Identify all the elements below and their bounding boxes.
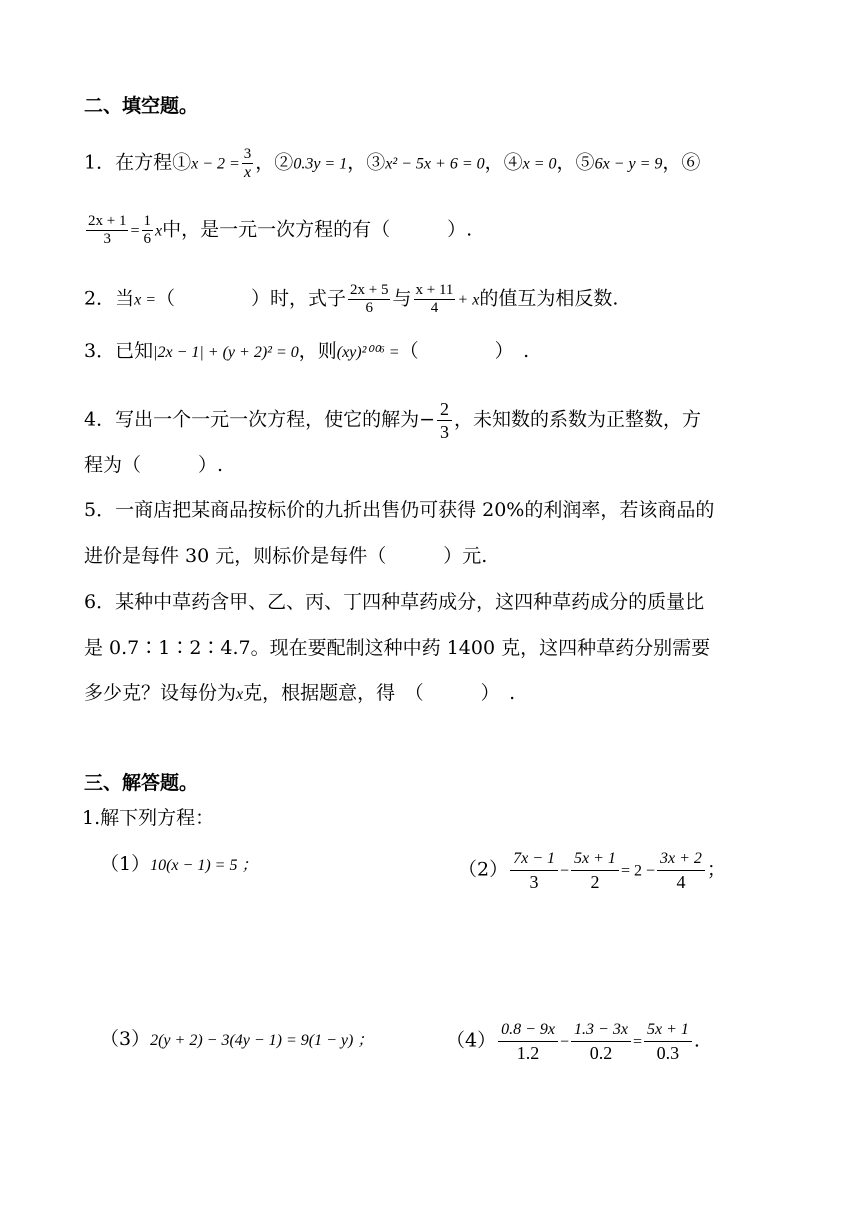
q1-comma-2: ，③ (347, 151, 386, 174)
problem-2-end: ； (706, 858, 726, 881)
problem-4-c-denominator: 0.3 (656, 1043, 680, 1063)
problem-1-equation: 10(x − 1) = 5 ； (150, 857, 258, 874)
problem-2-a-numerator: 7x − 1 (510, 848, 558, 871)
q2-suffix: 的值互为相反数. (479, 287, 619, 310)
question-6-line-1: 6．某种中草药含甲、乙、丙、丁四种草药成分，这四种草药成分的质量比 (84, 591, 705, 613)
problem-4-c-numerator: 5x + 1 (644, 1019, 692, 1042)
q1-suffix: 中，是一元一次方程的有（ ）. (162, 218, 473, 241)
problem-4-fraction-c (644, 1019, 692, 1064)
problem-1 (100, 852, 257, 878)
q6-line3-suffix: 克，根据题意，得 （ ） . (243, 682, 516, 704)
problem-3 (100, 1027, 373, 1053)
q1-comma-1: ，② (255, 151, 294, 174)
q1-eq1-fraction (242, 146, 254, 181)
q1-eq6-right-fraction (142, 213, 154, 248)
q6-line3-var: x (236, 686, 244, 703)
problem-2-fraction-b (571, 848, 619, 893)
q6-line3-prefix: 多少克？设每份为 (84, 682, 237, 704)
problem-2-op-2: = 2 − (620, 862, 655, 880)
question-3 (84, 339, 529, 365)
q3-expr-2: (xy)²⁰⁰⁶ = (336, 344, 400, 361)
problem-3-label: （3） (100, 1028, 151, 1050)
q4-line1-suffix: ，未知数的系数为正整数，方 (454, 408, 702, 431)
problem-4-op-1: − (560, 1033, 570, 1051)
question-1-line-1 (84, 146, 700, 181)
q2-var: x = (134, 291, 156, 309)
q1-prefix: 1．在方程① (84, 151, 192, 174)
q1-eq6-right-denominator: 6 (143, 231, 151, 247)
problem-4-a-numerator: 0.8 − 9x (498, 1019, 558, 1042)
problem-4 (446, 1019, 700, 1064)
q3-suffix: （ ） . (399, 340, 530, 362)
question-4-line-2: 程为（ ）. (84, 454, 224, 476)
q1-comma-5: ，⑥ (662, 151, 701, 174)
q2-fraction-1 (348, 282, 390, 317)
problem-4-b-numerator: 1.3 − 3x (571, 1019, 631, 1042)
question-1-line-2 (84, 213, 472, 248)
q2-mid-2: 与 (392, 287, 412, 310)
q1-eq1-left: x − 2 = (191, 155, 240, 173)
q1-eq4: x = 0 (522, 155, 557, 173)
section-2-title: 二、填空题。 (84, 95, 199, 117)
q1-eq6-fraction (86, 213, 128, 248)
q4-fraction (437, 398, 452, 443)
problem-4-b-denominator: 0.2 (589, 1043, 613, 1063)
problem-3-equation: 2(y + 2) − 3(4y − 1) = 9(1 − y) ； (150, 1032, 374, 1049)
problem-4-fraction-b (571, 1019, 631, 1064)
problem-1-label: （1） (100, 853, 151, 875)
q1-eq1-numerator: 3 (243, 146, 252, 162)
q2-f2-tail: + x (457, 291, 480, 309)
problem-2-fraction-a (510, 848, 558, 893)
q2-f2-denominator: 4 (430, 300, 439, 316)
problem-4-fraction-a (498, 1019, 558, 1064)
q1-eq1-denominator: x (243, 164, 252, 181)
problem-2-b-denominator: 2 (590, 872, 600, 892)
problem-2-c-denominator: 4 (676, 872, 686, 892)
q3-prefix: 3．已知 (84, 340, 154, 362)
problem-2 (458, 848, 726, 893)
problem-4-label: （4） (446, 1029, 497, 1052)
section-3-subtitle: 1.解下列方程： (82, 807, 215, 829)
q2-fraction-2 (414, 282, 456, 317)
q1-eq6-numerator: 2x + 1 (88, 213, 127, 229)
q2-prefix: 2．当 (84, 287, 135, 310)
question-6-line-2: 是 0.7∶1∶2∶4.7。现在要配制这种中药 1400 克，这四种草药分别需要 (84, 637, 711, 659)
problem-2-fraction-c (657, 848, 705, 893)
question-5-line-1: 5．一商店把某商品按标价的九折出售仍可获得 20%的利润率，若该商品的 (84, 499, 715, 521)
q1-eq6-equals: = (130, 222, 140, 240)
q1-comma-4: ，⑤ (556, 151, 595, 174)
q2-mid-1: （ ）时，式子 (156, 287, 347, 310)
q4-numerator: 2 (437, 398, 452, 421)
q2-f2-numerator: x + 11 (415, 282, 454, 298)
q4-denominator: 3 (440, 422, 450, 442)
problem-2-op-1: − (560, 862, 570, 880)
q3-expr: |2x − 1| + (y + 2)² = 0 (153, 344, 299, 361)
problem-4-end: . (693, 1029, 700, 1052)
section-3-title: 三、解答题。 (84, 772, 199, 794)
q1-eq6-denominator: 3 (103, 231, 111, 247)
q3-mid: ，则 (298, 340, 337, 362)
question-5-line-2: 进价是每件 30 元，则标价是每件（ ）元. (84, 545, 488, 567)
problem-4-op-2: = (632, 1033, 642, 1051)
question-2 (84, 282, 618, 317)
problem-2-b-numerator: 5x + 1 (571, 848, 619, 871)
q2-f1-numerator: 2x + 5 (350, 282, 389, 298)
q1-comma-3: ，④ (484, 151, 523, 174)
q2-f1-denominator: 6 (365, 300, 373, 316)
q1-eq5: 6x − y = 9 (594, 155, 663, 173)
problem-4-a-denominator: 1.2 (516, 1043, 540, 1063)
problem-2-a-denominator: 3 (529, 872, 539, 892)
q1-eq6-x: x (155, 222, 163, 240)
q1-eq6-right-numerator: 1 (143, 213, 151, 229)
problem-2-label: （2） (458, 858, 509, 881)
q1-eq2: 0.3y = 1 (293, 155, 348, 173)
q1-eq3: x² − 5x + 6 = 0 (385, 155, 485, 173)
q4-line1-prefix: 4．写出一个一元一次方程，使它的解为− (84, 408, 436, 431)
question-4-line-1 (84, 398, 701, 443)
question-6-line-3 (84, 681, 515, 707)
problem-2-c-numerator: 3x + 2 (657, 848, 705, 871)
